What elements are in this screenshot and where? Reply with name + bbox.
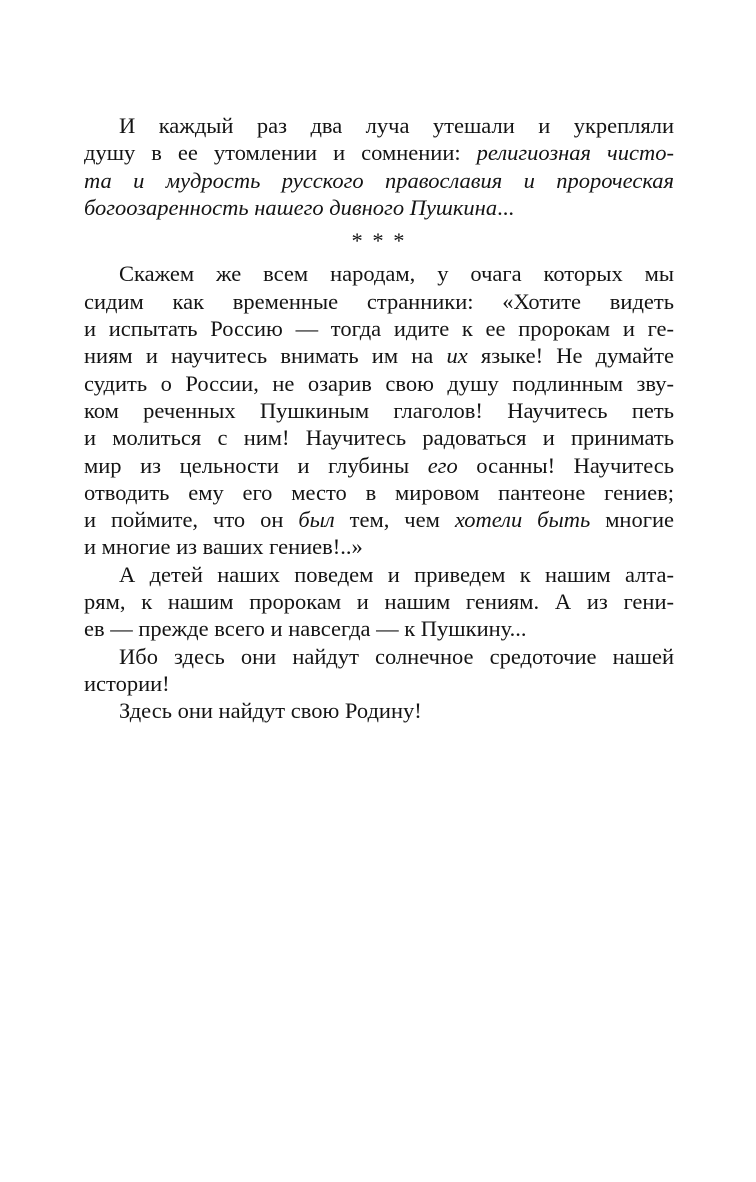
section-separator: * * * [351,228,407,254]
text-run: мир из цельности и глубины [84,452,428,478]
text-run: Здесь они найдут свою Родину! [119,698,422,724]
text-line [84,370,674,397]
text-run: осанны! Научитесь [457,452,674,478]
text-line [84,260,674,287]
text-run: душу в ее утомлении и сомнении: [84,140,477,166]
italic-text: его [427,452,458,478]
italic-text: хотели быть [454,507,591,533]
italic-text: их [446,343,468,369]
text-run: судить о России, не озарив свою душу подлинным зву- [84,370,674,396]
text-run: отводить ему его место в мировом пантеоне гениев; [84,479,674,505]
text-line [84,533,674,560]
text-line [84,670,674,697]
text-run: ком реченных Пушкиным глаголов! Научитесь петь [84,397,674,423]
text-line [84,342,674,369]
italic-text: богоозаренность нашего дивного Пушкина [84,194,498,220]
text-run: И каждый раз два луча утешали и укрепляли [119,113,674,138]
text-line [84,112,674,139]
text-run: и поймите, что он [84,507,299,533]
text-line [84,643,674,670]
text-line [84,479,674,506]
text-run: А детей наших поведем и приведем к нашим алта- [119,561,674,587]
text-run: многие [590,507,674,533]
text-line [84,139,674,166]
text-run: языке! Не думайте [467,343,674,369]
text-line [84,452,674,479]
text-run: тем, чем [334,507,455,533]
italic-text: та и мудрость русского православия и пророческая [84,167,674,193]
text-run: Скажем же всем народам, у очага которых мы [119,261,674,287]
italic-text: религиозная чисто- [476,140,674,166]
text-line [84,194,674,221]
text-run: рям, к нашим пророкам и нашим гениям. А из гени- [84,589,674,615]
text-line [84,588,674,615]
text-line [84,397,674,424]
text-run: ев — прежде всего и навсегда — к Пушкину... [84,616,527,642]
text-run: Ибо здесь они найдут солнечное средоточие нашей [119,643,674,669]
text-line [84,506,674,533]
text-run: истории! [84,670,170,696]
text-line [84,615,674,642]
text-run: ниям и научитесь внимать им на [84,343,447,369]
text-run: и многие из ваших гениев!..» [84,534,363,560]
text-run: сидим как временные странники: «Хотите видеть [84,288,674,314]
text-line [84,167,674,194]
text-run: и испытать Россию — тогда идите к ее пророкам и ге- [84,316,674,342]
text-line [84,424,674,451]
body-text [84,112,674,725]
text-line [84,315,674,342]
text-line [84,561,674,588]
text-line [84,288,674,315]
text-line [84,697,674,724]
italic-text: был [298,507,335,533]
text-run: ... [497,194,514,220]
text-run: и молиться с ним! Научитесь радоваться и принимать [84,425,674,451]
